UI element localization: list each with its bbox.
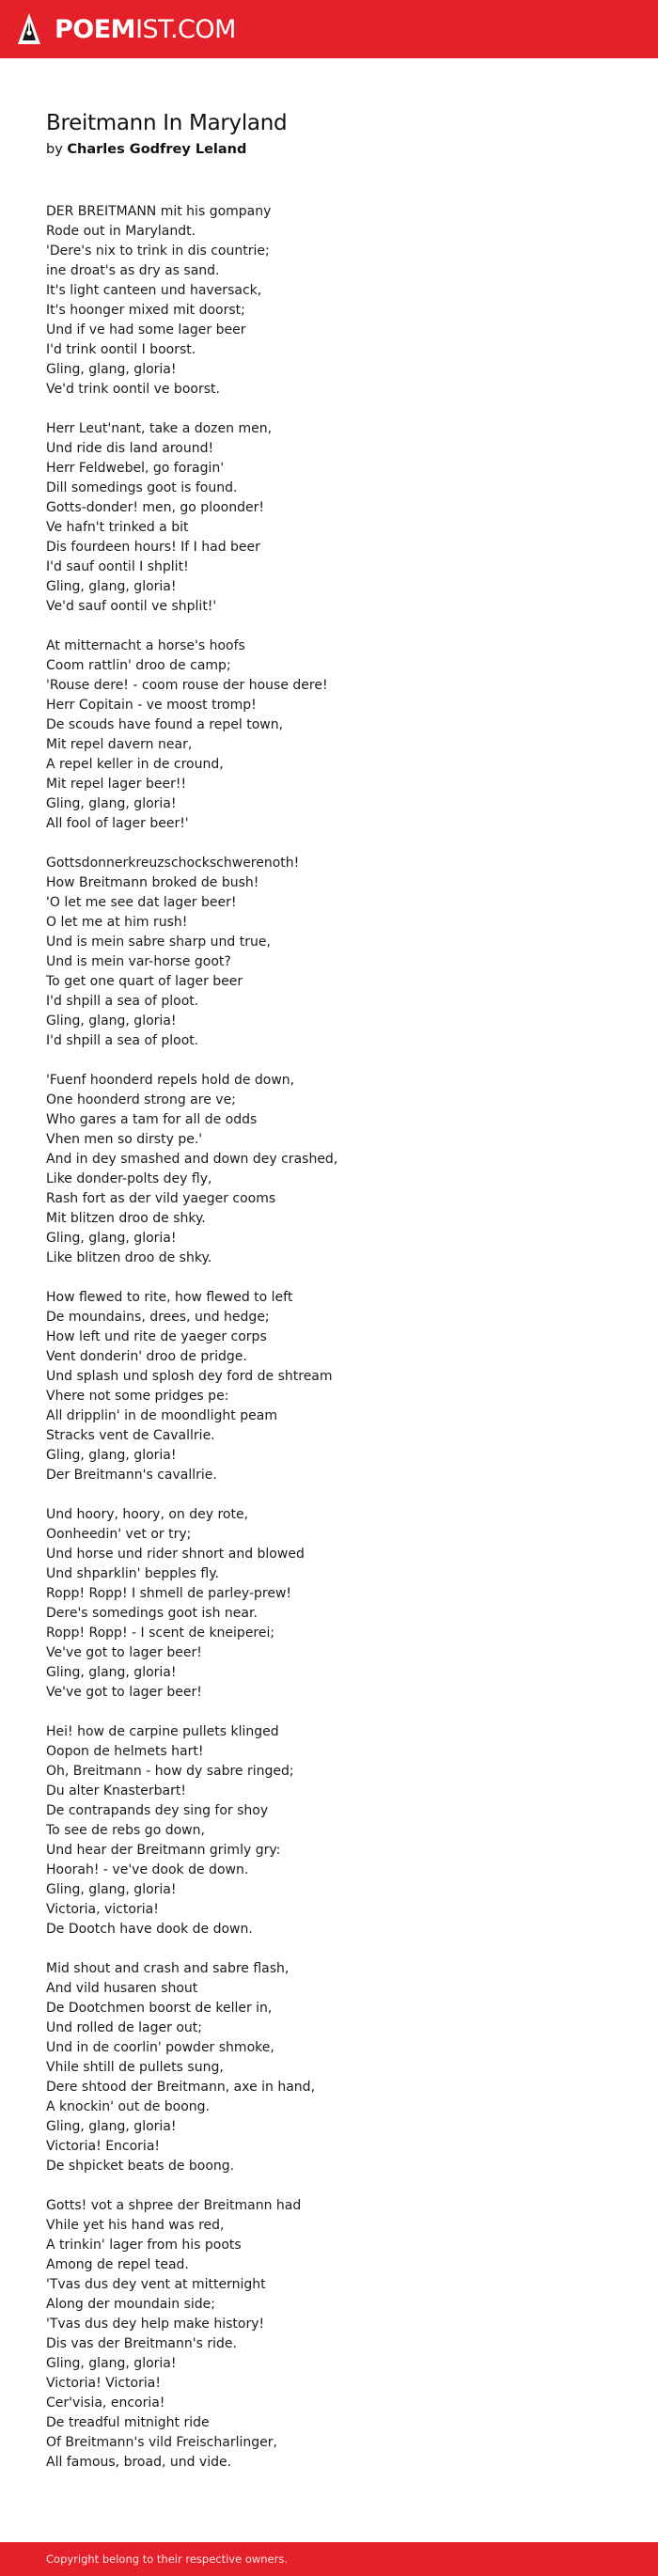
poem-line: Mit repel davern near, <box>46 737 193 752</box>
poem-line: How flewed to rite, how flewed to left <box>46 1290 293 1305</box>
poem-line: To see de rebs go down, <box>46 1823 205 1838</box>
poem-line: Gling, glang, gloria! <box>46 362 177 377</box>
poem-line: Victoria! Victoria! <box>46 2376 161 2391</box>
poem-line: Along der moundain side; <box>46 2297 215 2312</box>
poem-line: Gling, glang, gloria! <box>46 2356 177 2371</box>
stanza <box>46 2196 629 2473</box>
poem-line: De Dootchmen boorst de keller in, <box>46 2001 273 2016</box>
poem-line: A repel keller in de cround, <box>46 757 224 772</box>
poem-line: Like blitzen droo de shky. <box>46 1250 212 1265</box>
poem-line: Gling, glang, gloria! <box>46 1231 177 1246</box>
poem-line: Und rolled de lager out; <box>46 2020 202 2035</box>
stanza <box>46 1959 629 2176</box>
poem-line: At mitternacht a horse's hoofs <box>46 638 245 653</box>
copyright-notice: Copyright belong to their respective owners. <box>46 2552 289 2566</box>
byline <box>46 139 629 160</box>
poem-line: Ve hafn't trinked a bit <box>46 520 189 535</box>
poem-line: O let me at him rush! <box>46 915 188 930</box>
by-label: by <box>46 142 63 157</box>
stanza <box>46 1505 629 1703</box>
logo-text-bold: POEM <box>55 14 136 44</box>
poem-line: I'd sauf oontil I shplit! <box>46 559 189 574</box>
poem-line: ine droat's as dry as sand. <box>46 263 220 278</box>
stanza <box>46 1071 629 1268</box>
poem-line: Who gares a tam for all de odds <box>46 1112 258 1127</box>
poem-line: Vhen men so dirsty pe.' <box>46 1132 203 1147</box>
poem-line: It's hoonger mixed mit doorst; <box>46 303 245 318</box>
poem-line: Oh, Breitmann - how dy sabre ringed; <box>46 1764 294 1779</box>
poem-line: Gotts! vot a shpree der Breitmann had <box>46 2198 302 2213</box>
poem-line: A trinkin' lager from his poots <box>46 2238 242 2253</box>
poem-line: Dere shtood der Breitmann, axe in hand, <box>46 2080 316 2095</box>
poem-line: Hei! how de carpine pullets klinged <box>46 1724 279 1739</box>
poem-line: Und if ve had some lager beer <box>46 322 246 338</box>
poem-line: Oopon de helmets hart! <box>46 1744 204 1759</box>
poem-line: And vild husaren shout <box>46 1981 198 1996</box>
poem-line: Herr Copitain - ve moost tromp! <box>46 698 257 713</box>
poem-line: Vhere not some pridges pe: <box>46 1389 229 1404</box>
poem-line: Dill somedings goot is found. <box>46 480 238 495</box>
poem-line: Gling, glang, gloria! <box>46 796 177 811</box>
stanza <box>46 1288 629 1485</box>
poem-line: Ropp! Ropp! I shmell de parley-prew! <box>46 1586 292 1601</box>
poem-line: 'Fuenf hoonderd repels hold de down, <box>46 1073 295 1088</box>
poem-line: Vent donderin' droo de pridge. <box>46 1349 247 1364</box>
poem-line: Gling, glang, gloria! <box>46 1882 177 1897</box>
footer <box>0 2542 658 2576</box>
poem-line: Of Breitmann's vild Freischarlinger, <box>46 2435 277 2450</box>
poem-line: Der Breitmann's cavallrie. <box>46 1468 217 1483</box>
poem-line: Rash fort as der vild yaeger cooms <box>46 1191 276 1206</box>
poem-line: 'Tvas dus dey help make history! <box>46 2317 265 2332</box>
poem-line: It's light canteen und haversack, <box>46 283 262 298</box>
poem-line: Hoorah! - ve've dook de down. <box>46 1862 249 1877</box>
poem-line: DER BREITMANN mit his gompany <box>46 204 272 219</box>
poem-line: Among de repel tead. <box>46 2257 189 2272</box>
poem-line: How Breitmann broked de bush! <box>46 875 259 890</box>
poem-line: To get one quart of lager beer <box>46 974 243 989</box>
poem-line: Und shparklin' bepples fly. <box>46 1566 219 1581</box>
poem-line: Ropp! Ropp! - I scent de kneiperei; <box>46 1626 275 1641</box>
poem-body <box>46 202 629 2473</box>
top-bar <box>0 0 658 58</box>
poem-line: Und hoory, hoory, on dey rote, <box>46 1507 249 1522</box>
poem-line: Gling, glang, gloria! <box>46 2119 177 2134</box>
poem-line: Und ride dis land around! <box>46 441 214 456</box>
poem-line: Ve've got to lager beer! <box>46 1645 202 1660</box>
poem-line: De treadful mitnight ride <box>46 2415 210 2430</box>
poem-line: Und splash und splosh dey ford de shtream <box>46 1369 333 1384</box>
poem-line: Und is mein sabre sharp und true, <box>46 935 271 950</box>
poem-line: Victoria, victoria! <box>46 1902 159 1917</box>
poem-line: Dis fourdeen hours! If I had beer <box>46 540 260 555</box>
poem-line: Ve've got to lager beer! <box>46 1685 202 1700</box>
poem-line: Mid shout and crash and sabre flash, <box>46 1961 290 1976</box>
poem-line: Stracks vent de Cavallrie. <box>46 1428 215 1443</box>
stanza <box>46 202 629 400</box>
poem-line: 'Dere's nix to trink in dis countrie; <box>46 243 270 259</box>
poem-line: One hoonderd strong are ve; <box>46 1092 236 1107</box>
pen-nib-icon <box>17 12 41 46</box>
poem-line: Und horse und rider shnort and blowed <box>46 1547 305 1562</box>
poem-line: De moundains, drees, und hedge; <box>46 1310 270 1325</box>
poem-line: All famous, broad, und vide. <box>46 2455 232 2470</box>
poem-title: Breitmann In Maryland <box>46 111 288 135</box>
poem-line: Mit blitzen droo de shky. <box>46 1211 206 1226</box>
poem-line: 'O let me see dat lager beer! <box>46 895 237 910</box>
author-name: Charles Godfrey Leland <box>67 142 247 157</box>
poem-line: Rode out in Marylandt. <box>46 224 196 239</box>
poem-line: Coom rattlin' droo de camp; <box>46 658 231 673</box>
poem-line: I'd shpill a sea of ploot. <box>46 994 199 1009</box>
poem-line: Herr Feldwebel, go foragin' <box>46 461 225 476</box>
poem-line: Vhile shtill de pullets sung, <box>46 2060 224 2075</box>
poem-line: 'Rouse dere! - coom rouse der house dere! <box>46 678 328 693</box>
poem-line: De contrapands dey sing for shoy <box>46 1803 269 1818</box>
site-logo[interactable] <box>17 11 236 47</box>
poem-line: Dis vas der Breitmann's ride. <box>46 2336 237 2351</box>
poem-line: Oonheedin' vet or try; <box>46 1527 192 1542</box>
stanza <box>46 419 629 617</box>
poem-line: Dere's somedings goot ish near. <box>46 1606 258 1621</box>
logo-wordmark <box>55 14 236 44</box>
poem-line: Gotts-donder! men, go ploonder! <box>46 500 264 515</box>
poem-line: Gling, glang, gloria! <box>46 1013 177 1029</box>
poem-line: De shpicket beats de boong. <box>46 2159 235 2174</box>
stanza <box>46 854 629 1051</box>
poem-line: Gling, glang, gloria! <box>46 1665 177 1680</box>
poem-line: Und hear der Breitmann grimly gry: <box>46 1843 281 1858</box>
poem-line: A knockin' out de boong. <box>46 2099 210 2114</box>
poem-line: Gling, glang, gloria! <box>46 1448 177 1463</box>
poem-line: Ve'd sauf oontil ve shplit!' <box>46 599 217 614</box>
poem-line: And in dey smashed and down dey crashed, <box>46 1152 338 1167</box>
poem-line: How left und rite de yaeger corps <box>46 1329 267 1344</box>
poem-line: 'Tvas dus dey vent at mitternight <box>46 2277 266 2292</box>
poem-line: Vhile yet his hand was red, <box>46 2218 225 2233</box>
poem-line: I'd shpill a sea of ploot. <box>46 1033 199 1048</box>
logo-text-light: IST.COM <box>135 14 236 44</box>
stanza <box>46 636 629 834</box>
poem-line: Like donder-polts dey fly, <box>46 1171 212 1186</box>
poem-line: All dripplin' in de moondlight peam <box>46 1408 277 1423</box>
poem-line: Cer'visia, encoria! <box>46 2395 165 2411</box>
stanza <box>46 1722 629 1940</box>
poem-line: Mit repel lager beer!! <box>46 777 187 792</box>
poem-line: Herr Leut'nant, take a dozen men, <box>46 421 273 436</box>
poem-line: Du alter Knasterbart! <box>46 1783 186 1798</box>
poem-content <box>46 109 629 2492</box>
poem-line: I'd trink oontil I boorst. <box>46 342 196 357</box>
poem-line: Ve'd trink oontil ve boorst. <box>46 382 220 397</box>
poem-line: Und in de coorlin' powder shmoke, <box>46 2040 274 2055</box>
poem-line: All fool of lager beer!' <box>46 816 189 831</box>
poem-line: De Dootch have dook de down. <box>46 1922 253 1937</box>
poem-line: De scouds have found a repel town, <box>46 717 284 732</box>
poem-line: Victoria! Encoria! <box>46 2139 161 2154</box>
poem-line: Gottsdonnerkreuzschockschwerenoth! <box>46 856 300 871</box>
poem-line: Und is mein var-horse goot? <box>46 954 231 969</box>
poem-line: Gling, glang, gloria! <box>46 579 177 594</box>
